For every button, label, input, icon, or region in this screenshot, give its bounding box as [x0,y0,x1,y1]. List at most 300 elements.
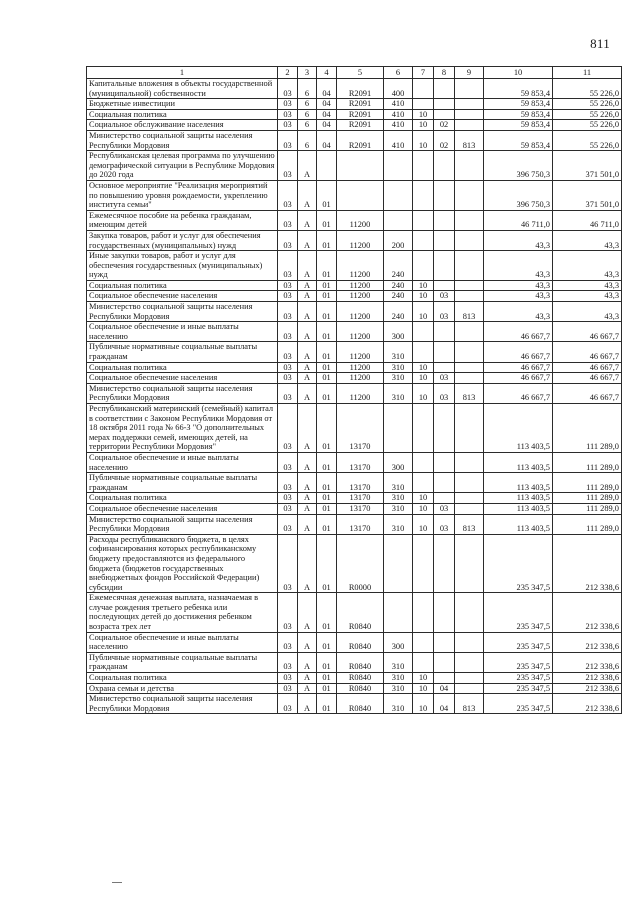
row-name-cell: Иные закупки товаров, работ и услуг для обеспечения государственных (муниципальных) нужд [87,251,278,281]
amount-cell-c11: 111 289,0 [553,514,622,534]
code-cell-c8 [434,342,455,362]
amount-cell-c11: 43,3 [553,302,622,322]
row-name-cell: Ежемесячная денежная выплата, назначаемая в случае рождения третьего ребенка или последующих детей до достижения ребенком возраста трех лет [87,593,278,632]
code-cell-c8 [434,593,455,632]
code-cell-c4: 01 [317,534,337,593]
code-cell-c4: 01 [317,383,337,403]
code-cell-c8 [434,534,455,593]
code-cell-c6: 200 [384,230,413,250]
amount-cell-c10: 235 347,5 [484,683,553,694]
table-row [87,322,622,342]
code-cell-c6: 310 [384,683,413,694]
table-row [87,109,622,120]
amount-cell-c10: 113 403,5 [484,514,553,534]
row-name-cell: Социальная политика [87,673,278,684]
amount-cell-c11: 46 667,7 [553,383,622,403]
amount-cell-c11: 46 667,7 [553,342,622,362]
code-cell-c6 [384,404,413,453]
code-cell-c6: 240 [384,251,413,281]
code-cell-c3: 6 [298,79,317,99]
code-cell-c5: 11200 [337,383,384,403]
row-name-cell: Основное мероприятие "Реализация мероприятий по повышению уровня рождаемости, укреплению института семьи" [87,180,278,210]
code-cell-c8 [434,251,455,281]
code-cell-c9 [455,151,484,181]
code-cell-c8 [434,109,455,120]
code-cell-c4: 04 [317,120,337,131]
code-cell-c5: 11200 [337,342,384,362]
amount-cell-c10: 235 347,5 [484,694,553,714]
code-cell-c9 [455,503,484,514]
amount-cell-c11: 111 289,0 [553,452,622,472]
code-cell-c3: А [298,342,317,362]
code-cell-c3: А [298,210,317,230]
code-cell-c4: 04 [317,99,337,110]
row-name-cell: Республиканская целевая программа по улучшению демографической ситуации в Республике Мордовия до 2020 года [87,151,278,181]
code-cell-c3: А [298,683,317,694]
code-cell-c4: 04 [317,79,337,99]
code-cell-c6: 410 [384,109,413,120]
code-cell-c7 [413,593,434,632]
code-cell-c9 [455,230,484,250]
code-cell-c6: 310 [384,673,413,684]
table-row [87,120,622,131]
row-name-cell: Социальное обеспечение и иные выплаты населению [87,632,278,652]
code-cell-c7 [413,210,434,230]
amount-cell-c11: 55 226,0 [553,120,622,131]
row-name-cell: Социальное обеспечение и иные выплаты населению [87,452,278,472]
code-cell-c9: 813 [455,694,484,714]
code-cell-c3: А [298,280,317,291]
code-cell-c5: R0000 [337,534,384,593]
amount-cell-c11: 212 338,6 [553,683,622,694]
code-cell-c8 [434,99,455,110]
header-row [87,67,622,79]
code-cell-c3: А [298,694,317,714]
row-name-cell: Социальное обеспечение населения [87,503,278,514]
code-cell-c5: 13170 [337,493,384,504]
amount-cell-c11: 111 289,0 [553,493,622,504]
amount-cell-c10: 59 853,4 [484,79,553,99]
code-cell-c9 [455,210,484,230]
code-cell-c5: 11200 [337,230,384,250]
table-row [87,534,622,593]
column-header-8: 8 [434,67,455,79]
table-row [87,404,622,453]
code-cell-c7: 10 [413,503,434,514]
code-cell-c6: 410 [384,130,413,150]
row-name-cell: Министерство социальной защиты населения Республики Мордовия [87,130,278,150]
code-cell-c5: R2091 [337,109,384,120]
code-cell-c2: 03 [278,280,298,291]
code-cell-c3: 6 [298,130,317,150]
code-cell-c8 [434,210,455,230]
code-cell-c4: 01 [317,493,337,504]
amount-cell-c10: 46 667,7 [484,373,553,384]
code-cell-c6 [384,593,413,632]
code-cell-c4: 01 [317,230,337,250]
code-cell-c6: 240 [384,280,413,291]
code-cell-c5: R2091 [337,99,384,110]
code-cell-c7: 10 [413,362,434,373]
amount-cell-c11: 43,3 [553,230,622,250]
amount-cell-c11: 212 338,6 [553,632,622,652]
row-name-cell: Социальная политика [87,109,278,120]
row-name-cell: Охрана семьи и детства [87,683,278,694]
amount-cell-c11: 43,3 [553,291,622,302]
code-cell-c7 [413,534,434,593]
code-cell-c2: 03 [278,291,298,302]
column-header-11: 11 [553,67,622,79]
amount-cell-c11: 43,3 [553,251,622,281]
code-cell-c4: 01 [317,280,337,291]
code-cell-c9 [455,99,484,110]
code-cell-c3: А [298,291,317,302]
code-cell-c2: 03 [278,673,298,684]
code-cell-c6: 400 [384,79,413,99]
code-cell-c7 [413,230,434,250]
code-cell-c5: 13170 [337,404,384,453]
row-name-cell: Социальное обслуживание населения [87,120,278,131]
column-header-2: 2 [278,67,298,79]
amount-cell-c11: 371 501,0 [553,151,622,181]
amount-cell-c10: 46 711,0 [484,210,553,230]
code-cell-c3: А [298,373,317,384]
code-cell-c9 [455,291,484,302]
code-cell-c4 [317,151,337,181]
code-cell-c8 [434,452,455,472]
code-cell-c3: А [298,503,317,514]
row-name-cell: Министерство социальной защиты населения Республики Мордовия [87,694,278,714]
code-cell-c9 [455,362,484,373]
table-row [87,683,622,694]
code-cell-c5: R2091 [337,79,384,99]
code-cell-c8: 03 [434,291,455,302]
code-cell-c6: 410 [384,99,413,110]
code-cell-c2: 03 [278,180,298,210]
row-name-cell: Социальное обеспечение населения [87,291,278,302]
code-cell-c7: 10 [413,302,434,322]
code-cell-c2: 03 [278,404,298,453]
code-cell-c8 [434,493,455,504]
code-cell-c2: 03 [278,694,298,714]
code-cell-c6 [384,534,413,593]
code-cell-c6: 240 [384,291,413,302]
amount-cell-c11: 111 289,0 [553,503,622,514]
code-cell-c3: 6 [298,109,317,120]
code-cell-c7: 10 [413,694,434,714]
column-header-1: 1 [87,67,278,79]
table-row [87,151,622,181]
code-cell-c7: 10 [413,514,434,534]
table-row [87,503,622,514]
budget-table [86,66,622,714]
amount-cell-c11: 111 289,0 [553,473,622,493]
row-name-cell: Республиканский материнский (семейный) капитал в соответствии с Законом Республики Мордовия от 18 октября 2011 года № 66-З "О дополнительных мерах поддержки семей, имеющих детей, на территории Республики Мордовия" [87,404,278,453]
code-cell-c6: 310 [384,473,413,493]
code-cell-c8: 03 [434,302,455,322]
code-cell-c9 [455,493,484,504]
code-cell-c8 [434,180,455,210]
code-cell-c6: 240 [384,302,413,322]
code-cell-c7: 10 [413,373,434,384]
amount-cell-c11: 111 289,0 [553,404,622,453]
code-cell-c3: А [298,362,317,373]
code-cell-c5 [337,151,384,181]
code-cell-c8: 03 [434,514,455,534]
code-cell-c6: 300 [384,632,413,652]
code-cell-c4: 01 [317,291,337,302]
amount-cell-c11: 55 226,0 [553,79,622,99]
code-cell-c4: 01 [317,452,337,472]
code-cell-c9 [455,79,484,99]
amount-cell-c10: 235 347,5 [484,534,553,593]
code-cell-c8: 03 [434,383,455,403]
table-row [87,342,622,362]
code-cell-c9: 813 [455,130,484,150]
code-cell-c4: 01 [317,632,337,652]
code-cell-c8: 02 [434,130,455,150]
code-cell-c4: 01 [317,473,337,493]
code-cell-c4: 01 [317,210,337,230]
code-cell-c4: 01 [317,694,337,714]
table-row [87,452,622,472]
amount-cell-c10: 113 403,5 [484,473,553,493]
code-cell-c2: 03 [278,503,298,514]
row-name-cell: Социальное обеспечение населения [87,373,278,384]
row-name-cell: Закупка товаров, работ и услуг для обеспечения государственных (муниципальных) нужд [87,230,278,250]
amount-cell-c10: 396 750,3 [484,151,553,181]
code-cell-c6: 310 [384,383,413,403]
code-cell-c9: 813 [455,383,484,403]
code-cell-c7: 10 [413,673,434,684]
code-cell-c2: 03 [278,452,298,472]
row-name-cell: Капитальные вложения в объекты государственной (муниципальной) собственности [87,79,278,99]
code-cell-c8 [434,230,455,250]
code-cell-c2: 03 [278,534,298,593]
code-cell-c2: 03 [278,683,298,694]
code-cell-c5: R0840 [337,593,384,632]
amount-cell-c10: 43,3 [484,251,553,281]
row-name-cell: Социальная политика [87,362,278,373]
table-row [87,593,622,632]
code-cell-c9: 813 [455,302,484,322]
code-cell-c2: 03 [278,473,298,493]
code-cell-c2: 03 [278,652,298,672]
table-row [87,130,622,150]
code-cell-c8: 02 [434,120,455,131]
table-row [87,383,622,403]
code-cell-c4: 01 [317,342,337,362]
code-cell-c2: 03 [278,99,298,110]
amount-cell-c10: 59 853,4 [484,130,553,150]
code-cell-c5: 11200 [337,210,384,230]
footer-mark [112,882,122,883]
code-cell-c3: А [298,322,317,342]
code-cell-c5 [337,180,384,210]
amount-cell-c11: 55 226,0 [553,109,622,120]
code-cell-c8: 04 [434,683,455,694]
code-cell-c4: 01 [317,404,337,453]
code-cell-c9 [455,322,484,342]
amount-cell-c11: 46 667,7 [553,373,622,384]
code-cell-c9 [455,280,484,291]
amount-cell-c11: 55 226,0 [553,130,622,150]
code-cell-c3: А [298,302,317,322]
code-cell-c6: 310 [384,503,413,514]
code-cell-c5: 11200 [337,322,384,342]
amount-cell-c10: 46 667,7 [484,342,553,362]
code-cell-c7 [413,251,434,281]
code-cell-c3: А [298,230,317,250]
code-cell-c4: 01 [317,652,337,672]
column-header-6: 6 [384,67,413,79]
amount-cell-c11: 212 338,6 [553,534,622,593]
code-cell-c6: 310 [384,694,413,714]
code-cell-c9 [455,534,484,593]
code-cell-c6: 310 [384,493,413,504]
code-cell-c7: 10 [413,291,434,302]
amount-cell-c10: 59 853,4 [484,109,553,120]
code-cell-c6 [384,210,413,230]
table-row [87,652,622,672]
code-cell-c6: 300 [384,322,413,342]
amount-cell-c11: 46 667,7 [553,322,622,342]
code-cell-c4: 01 [317,514,337,534]
column-header-10: 10 [484,67,553,79]
code-cell-c2: 03 [278,230,298,250]
code-cell-c2: 03 [278,151,298,181]
code-cell-c6: 310 [384,652,413,672]
code-cell-c6: 310 [384,373,413,384]
table-row [87,694,622,714]
amount-cell-c11: 46 667,7 [553,362,622,373]
amount-cell-c10: 59 853,4 [484,99,553,110]
table-row [87,493,622,504]
code-cell-c4: 01 [317,302,337,322]
table-row [87,180,622,210]
code-cell-c3: А [298,180,317,210]
code-cell-c3: А [298,404,317,453]
code-cell-c3: А [298,652,317,672]
code-cell-c7 [413,322,434,342]
amount-cell-c10: 59 853,4 [484,120,553,131]
code-cell-c7 [413,473,434,493]
row-name-cell: Социальная политика [87,280,278,291]
code-cell-c4: 01 [317,503,337,514]
code-cell-c3: А [298,632,317,652]
row-name-cell: Социальная политика [87,493,278,504]
table-row [87,373,622,384]
code-cell-c3: А [298,473,317,493]
code-cell-c7: 10 [413,280,434,291]
table-row [87,362,622,373]
code-cell-c6: 310 [384,362,413,373]
code-cell-c8 [434,652,455,672]
table-row [87,210,622,230]
amount-cell-c10: 46 667,7 [484,383,553,403]
code-cell-c5: 13170 [337,473,384,493]
code-cell-c3: А [298,673,317,684]
amount-cell-c11: 55 226,0 [553,99,622,110]
row-name-cell: Публичные нормативные социальные выплаты гражданам [87,342,278,362]
code-cell-c9 [455,593,484,632]
code-cell-c2: 03 [278,210,298,230]
code-cell-c9 [455,632,484,652]
code-cell-c9 [455,404,484,453]
table-row [87,291,622,302]
code-cell-c2: 03 [278,373,298,384]
code-cell-c9 [455,683,484,694]
code-cell-c4: 01 [317,683,337,694]
code-cell-c8 [434,362,455,373]
code-cell-c6 [384,180,413,210]
amount-cell-c10: 235 347,5 [484,632,553,652]
code-cell-c3: А [298,251,317,281]
code-cell-c2: 03 [278,120,298,131]
column-header-5: 5 [337,67,384,79]
table-row [87,251,622,281]
code-cell-c7: 10 [413,120,434,131]
code-cell-c4: 01 [317,180,337,210]
code-cell-c5: R0840 [337,673,384,684]
row-name-cell: Ежемесячное пособие на ребенка гражданам, имеющим детей [87,210,278,230]
code-cell-c5: 11200 [337,280,384,291]
code-cell-c5: 13170 [337,452,384,472]
row-name-cell: Министерство социальной защиты населения Республики Мордовия [87,514,278,534]
code-cell-c4: 01 [317,362,337,373]
code-cell-c7: 10 [413,683,434,694]
code-cell-c9 [455,673,484,684]
code-cell-c3: А [298,493,317,504]
code-cell-c7 [413,342,434,362]
code-cell-c5: 11200 [337,251,384,281]
code-cell-c9 [455,373,484,384]
amount-cell-c10: 396 750,3 [484,180,553,210]
amount-cell-c10: 113 403,5 [484,493,553,504]
row-name-cell: Министерство социальной защиты населения Республики Мордовия [87,302,278,322]
table-row [87,79,622,99]
code-cell-c2: 03 [278,130,298,150]
code-cell-c5: 11200 [337,302,384,322]
code-cell-c8: 03 [434,373,455,384]
code-cell-c5: 13170 [337,514,384,534]
page-number: 811 [590,36,610,51]
code-cell-c6: 410 [384,120,413,131]
code-cell-c8 [434,673,455,684]
code-cell-c6: 300 [384,452,413,472]
code-cell-c4: 01 [317,251,337,281]
code-cell-c5: R0840 [337,652,384,672]
code-cell-c7 [413,151,434,181]
column-header-4: 4 [317,67,337,79]
code-cell-c3: А [298,514,317,534]
code-cell-c4: 01 [317,673,337,684]
code-cell-c4: 04 [317,130,337,150]
code-cell-c3: А [298,151,317,181]
row-name-cell: Министерство социальной защиты населения Республики Мордовия [87,383,278,403]
code-cell-c8 [434,280,455,291]
code-cell-c8: 03 [434,503,455,514]
amount-cell-c11: 371 501,0 [553,180,622,210]
code-cell-c6 [384,151,413,181]
code-cell-c2: 03 [278,493,298,504]
code-cell-c2: 03 [278,322,298,342]
amount-cell-c11: 212 338,6 [553,694,622,714]
code-cell-c5: 13170 [337,503,384,514]
code-cell-c4: 01 [317,593,337,632]
amount-cell-c10: 43,3 [484,280,553,291]
code-cell-c4: 04 [317,109,337,120]
